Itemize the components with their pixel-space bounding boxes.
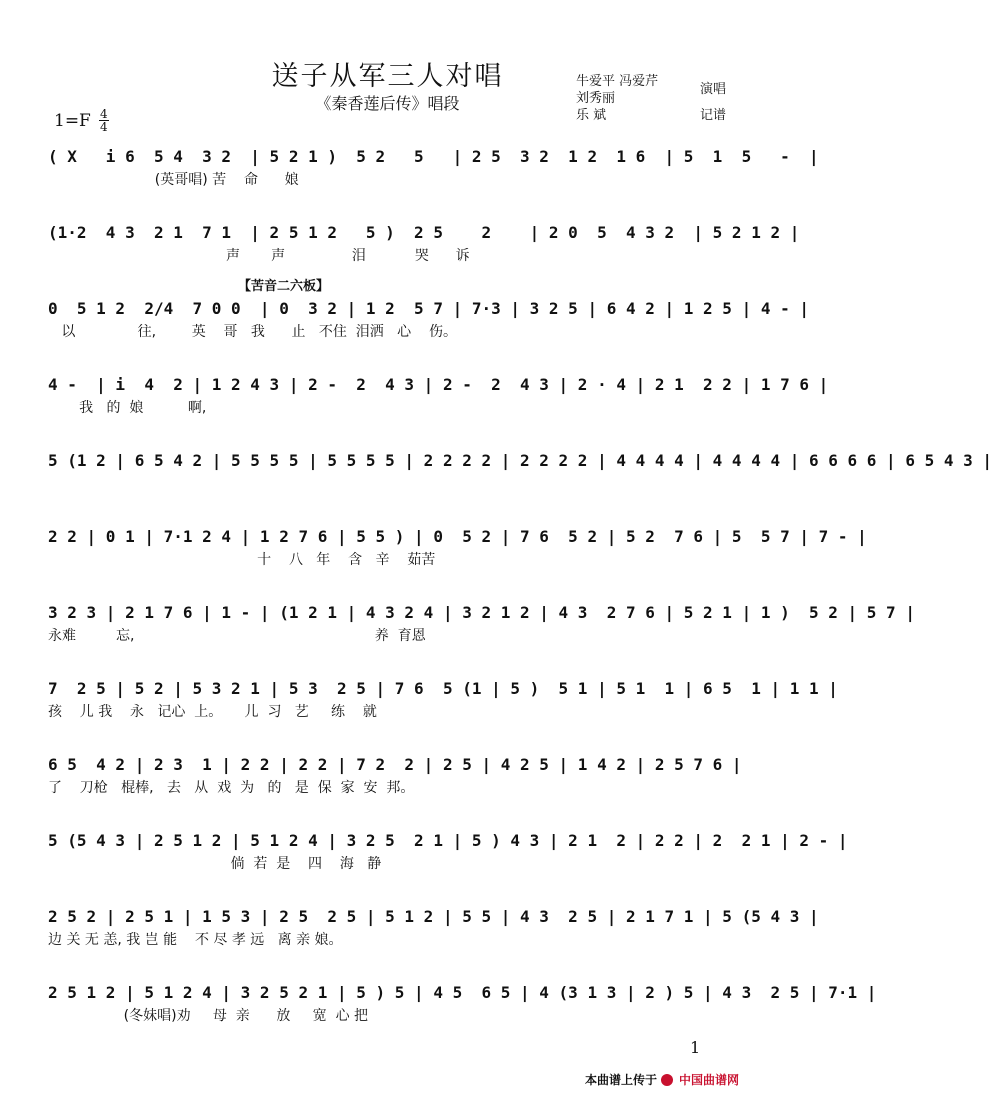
staff-notes-line: ( X i 6 5 4 3 2 | 5 2 1 ) 5 2 5 | 2 5 3 2 1 2 1 6 | 5 1 5 - | bbox=[48, 147, 819, 166]
staff-notes-line: 5 (5 4 3 | 2 5 1 2 | 5 1 2 4 | 3 2 5 2 1 | 5 ) 4 3 | 2 1 2 | 2 2 | 2 2 1 | 2 - | bbox=[48, 831, 848, 850]
performers-role: 演唱 bbox=[699, 82, 726, 97]
staff-lyrics-line bbox=[48, 474, 738, 494]
staff-lyrics-line: 孩 儿 我 永 记心 上。 儿 习 艺 练 就 bbox=[48, 704, 377, 720]
staff-lyrics-line: (冬妹唱)劝 母 亲 放 宽 心 把 bbox=[48, 1008, 369, 1024]
site-logo-icon bbox=[661, 1074, 673, 1086]
staff-lyrics-line: 了 刀枪 棍棒, 去 从 戏 为 的 是 保 家 安 邦。 bbox=[48, 780, 415, 796]
staff-notes-line: 5 (1 2 | 6 5 4 2 | 5 5 5 5 | 5 5 5 5 | 2 2 2 2 | 2 2 2 2 | 4 4 4 4 | 4 4 4 4 | 6 6 6 6 | 6 5 4 3 | bbox=[48, 451, 992, 470]
staff-lyrics-line: 以 往, 英 哥 我 止 不住 泪洒 心 伤。 bbox=[48, 324, 457, 340]
transcriber-role: 记谱 bbox=[699, 108, 726, 123]
staff-notes-line: 3 2 3 | 2 1 7 6 | 1 - | (1 2 1 | 4 3 2 4 | 3 2 1 2 | 4 3 2 7 6 | 5 2 1 | 1 ) 5 2 | 5 7 | bbox=[48, 603, 915, 622]
time-signature bbox=[99, 108, 109, 133]
staff-notes-line: 4 - | i 4 2 | 1 2 4 3 | 2 - 2 4 3 | 2 - 2 4 3 | 2 · 4 | 2 1 2 2 | 1 7 6 | bbox=[48, 375, 829, 394]
performers-line-1: 牛爱平 冯爱芹 bbox=[576, 74, 659, 89]
site-name: 中国曲谱网 bbox=[679, 1073, 740, 1087]
staff-lyrics-line: 边 关 无 恙, 我 岂 能 不 尽 孝 远 离 亲 娘。 bbox=[48, 932, 343, 948]
staff-lyrics-line: 十 八 年 含 辛 茹苦 bbox=[48, 552, 436, 568]
staff-notes-line: 2 5 2 | 2 5 1 | 1 5 3 | 2 5 2 5 | 5 1 2 | 5 5 | 4 3 2 5 | 2 1 7 1 | 5 (5 4 3 | bbox=[48, 907, 819, 926]
time-sig-top: 4 bbox=[100, 107, 108, 121]
page-number: 1 bbox=[690, 1038, 701, 1057]
time-sig-bottom: 4 bbox=[100, 120, 108, 134]
key-signature bbox=[54, 108, 109, 133]
staff-notes-line: 7 2 5 | 5 2 | 5 3 2 1 | 5 3 2 5 | 7 6 5 (1 | 5 ) 5 1 | 5 1 1 | 6 5 1 | 1 1 | bbox=[48, 679, 838, 698]
staff-notes-line: (1·2 4 3 2 1 7 1 | 2 5 1 2 5 ) 2 5 2 | 2 0 5 4 3 2 | 5 2 1 2 | bbox=[48, 223, 800, 242]
section-tag: 【苦音二六板】 bbox=[238, 279, 330, 294]
staff-lyrics-line: 倘 若 是 四 海 静 bbox=[48, 856, 382, 872]
song-subtitle: 《秦香莲后传》唱段 bbox=[315, 94, 460, 113]
song-title: 送子从军三人对唱 bbox=[271, 61, 504, 92]
performers-line-2: 刘秀丽 bbox=[576, 91, 616, 106]
staff-notes-line: 2 2 | 0 1 | 7·1 2 4 | 1 2 7 6 | 5 5 ) | 0 5 2 | 7 6 5 2 | 5 2 7 6 | 5 5 7 | 7 - | bbox=[48, 527, 867, 546]
staff-notes-line: 0 5 1 2 2/4 7 0 0 | 0 3 2 | 1 2 5 7 | 7·3 | 3 2 5 | 6 4 2 | 1 2 5 | 4 - | bbox=[48, 299, 809, 318]
credits bbox=[576, 73, 726, 124]
staff-lyrics-line: 永难 忘, 养 育恩 bbox=[48, 628, 426, 644]
transcriber-name: 乐 斌 bbox=[576, 108, 607, 123]
staff-lyrics-line: 声 声 泪 哭 诉 bbox=[48, 248, 470, 264]
staff-lyrics-line: (英哥唱) 苦 命 娘 bbox=[48, 172, 299, 188]
footer bbox=[585, 1071, 739, 1088]
footer-uploaded-text: 本曲谱上传于 bbox=[585, 1073, 658, 1087]
staff-lyrics-line: 我 的 娘 啊, bbox=[48, 400, 207, 416]
key-label: 1=F bbox=[54, 110, 91, 131]
staff-notes-line: 2 5 1 2 | 5 1 2 4 | 3 2 5 2 1 | 5 ) 5 | 4 5 6 5 | 4 (3 1 3 | 2 ) 5 | 4 3 2 5 | 7·1 | bbox=[48, 983, 877, 1002]
staff-notes-line: 6 5 4 2 | 2 3 1 | 2 2 | 2 2 | 7 2 2 | 2 5 | 4 2 5 | 1 4 2 | 2 5 7 6 | bbox=[48, 755, 742, 774]
